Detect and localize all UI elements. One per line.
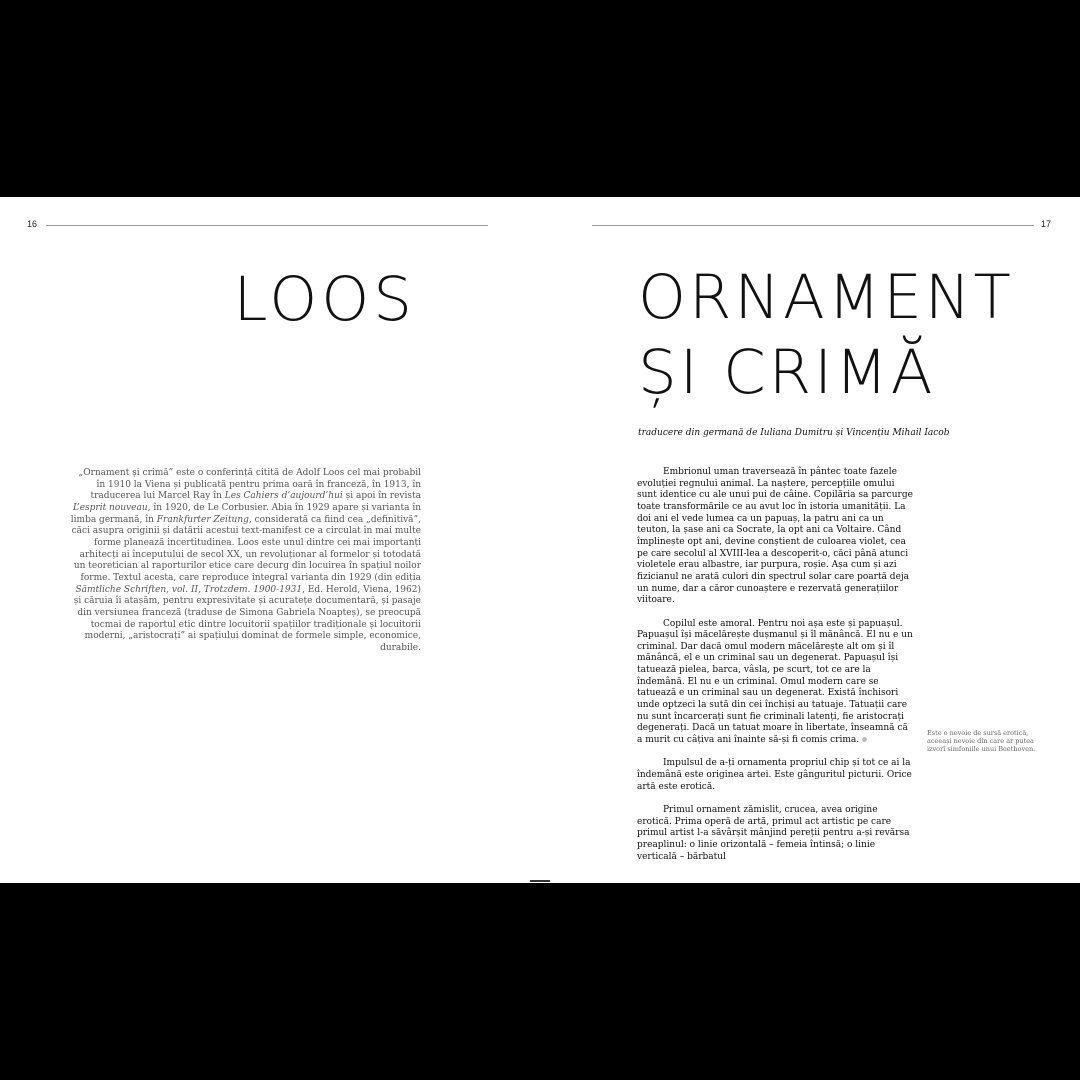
margin-note: Este o nevoie de sursă erotică, aceeași nevoie din care ar putea izvorî simfoniile unui Beethoven. <box>927 729 1036 753</box>
body-paragraph: Primul ornament zămislit, crucea, avea origine erotică. Prima operă de artă, primul act artistic pe care primul artist l-a săvârșit mânjind pereții pentru a-și revărsa preaplinul: o linie orizontală – femeia întinsă; o linie verticală – bărbatul <box>637 804 910 862</box>
body-paragraph: Copilul este amoral. Pentru noi așa este și papuașul. Papuașul își măcelărește dușmanul și îl mănâncă. El nu e un criminal. Dar dacă omul modern măcelărește alt om și îl mănâncă, el e un criminal sau un degenerat. Papuașul își tatuează pielea, barca, vâsla, pe scurt, tot ce are la îndemână. El nu e un criminal. Omul modern care se tatuează e un criminal sau un degenerat. Există închisori unde optzeci la sută din cei închiși au tatuaje. Tatuații care nu sunt încarcerați sunt fie criminali latenți, fie aristocrați degenerați. Dacă un tatuat moare în libertate, înseamnă că a murit cu câțiva ani înainte să-și fi comis crima. <box>637 618 913 746</box>
translator-credit: traducere din germană de Iuliana Dumitru și Vincențiu Mihail Iacob <box>638 428 950 438</box>
book-spread <box>0 197 1080 883</box>
page-number-left: 16 <box>27 219 38 229</box>
body-paragraph: Impulsul de a-ți ornamenta propriul chip și tot ce ai la îndemână este originea artei. Este gânguritul picturii. Orice artă este erotică. <box>637 758 912 792</box>
header-rule-right <box>592 225 1034 226</box>
left-page <box>0 197 540 883</box>
right-page <box>540 197 1080 883</box>
page-number-right: 17 <box>1040 219 1051 229</box>
header-rule-left <box>46 225 488 226</box>
body-paragraph: Embrionul uman traversează în pântec toate fazele evoluției regnului animal. La naștere, percepțiile omului sunt identice cu ale unui pui de câine. Copilăria sa parcurge toate transformările ce au avut loc în istoria umanității. La doi ani el vede lumea ca un papuaș, la patru ani ca un teuton, la șase ani ca Socrate, la opt ani ca Voltaire. Când împlinește opt ani, devine conștient de culoarea violet, cea pe care secolul al XVIII-lea a descoperit-o, căci până atunci violetele erau albastre, iar purpura, roșie. Așa cum și azi fizicianul ne arată culori din spectrul solar care poartă deja un nume, dar a căror cunoaștere e rezervată generațiilor viitoare. <box>637 467 913 606</box>
author-title: LOOS <box>233 264 416 335</box>
intro-text: „Ornament și crimă” este o conferință citită de Adolf Loos cel mai probabil în 1910 la Viena și publicată pentru prima oară în franceză, în 1913, în traducerea lui Marcel Ray în Les Cahiers d’aujourd’hui și apoi în revista L’esprit nouveau, în 1920, de Le Corbusier. Abia în 1929 apare și varianta în limba germană, în Frankfurter Zeitung, considerată ca fiind cea „definitivă”, căci asupra originii și datării acestui text-manifest ce a circulat în mai multe forme planează incertitudinea. Loos este unul dintre cei mai importanți arhitecți ai începutului de secol XX, un revoluționar al formelor și totodată un teoretician al raporturilor etice care decurg din locuirea în spațiul noilor forme. Textul acesta, care reproduce integral varianta din 1929 (din ediția Sämtliche Schriften, vol. II, Trotzdem. 1900-1931, Ed. Herold, Viena, 1962) și căruia îi atașăm, pentru expresivitate și acuratețe documentară, și pasaje din versiunea franceză (traduse de Simona Gabriela Noapteș), se preocupă tocmai de raportul etic dintre locuitorii spațiilor tradiționale și locuitorii moderni, „aristocrați” ai spațiului dominat de formele simple, economice, durabile. <box>70 468 421 653</box>
essay-title-line-2: ȘI CRIMĂ <box>638 337 936 408</box>
footnote-marker-icon <box>862 737 867 742</box>
essay-title-line-1: ORNAMENT <box>638 262 1014 333</box>
gutter-mark <box>530 880 550 882</box>
essay-body <box>637 467 913 875</box>
